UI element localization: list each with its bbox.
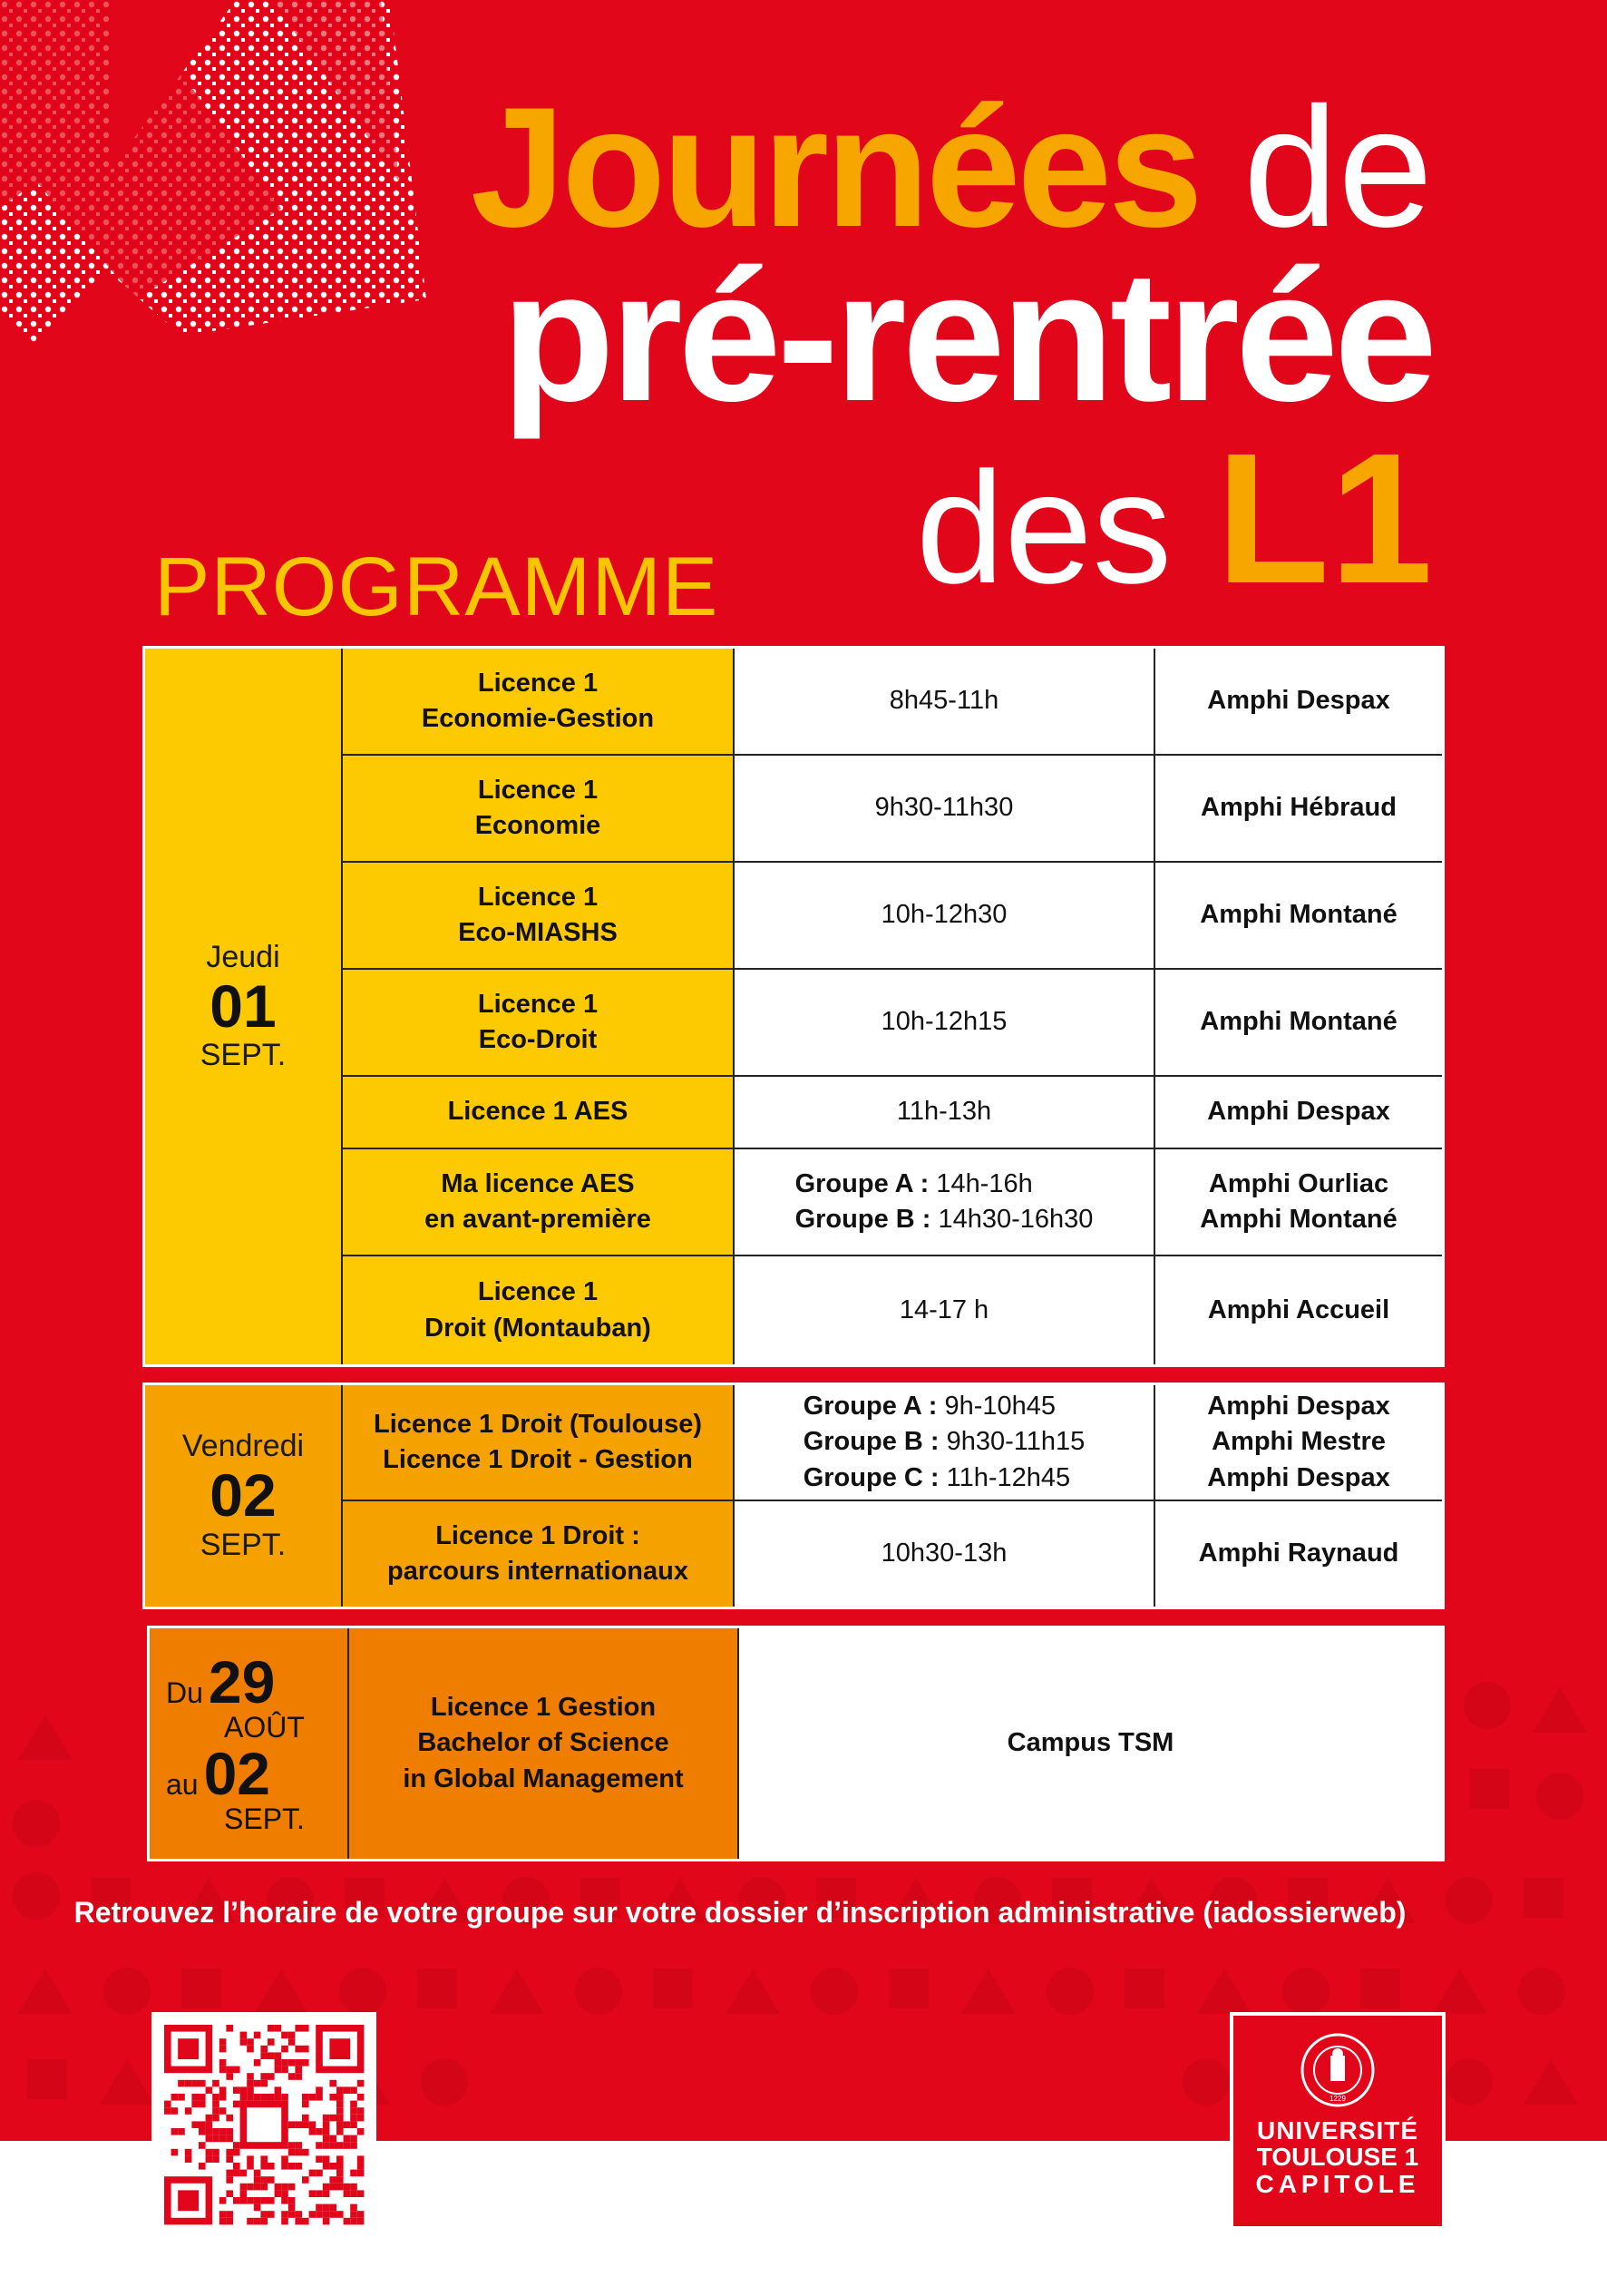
title-word-des: des [915,440,1173,617]
table-row [343,756,1442,863]
place-text: Amphi Despax [1207,686,1390,716]
period-from-number: 29 [208,1647,276,1715]
course-cell [343,1077,735,1148]
table-row [343,1149,1442,1256]
programme-heading: PROGRAMME [154,541,719,633]
course-line: Licence 1 [477,989,599,1019]
table-row [343,1385,1442,1501]
course-line: Licence 1 Droit (Toulouse) [373,1409,702,1439]
course-cell [343,1385,735,1500]
place-text: Amphi Raynaud [1198,1539,1399,1568]
title-word-de: de [1242,72,1433,262]
group-hours: 9h-10h45 [937,1392,1057,1422]
course-line: Bachelor of Science [417,1728,669,1758]
place-cell [1155,1385,1442,1500]
group-hours: 11h-12h45 [939,1462,1071,1492]
university-logo [1230,2012,1446,2230]
course-line: Licence 1 Droit : [435,1520,640,1550]
place-text: Amphi Montané [1200,1007,1398,1037]
period-to-month: SEPT. [224,1803,305,1835]
course-cell [343,649,735,754]
schedule-block-day1 [142,646,1445,1367]
group-time [804,1424,1086,1460]
day1-name: Jeudi [206,939,280,974]
place-cell [1155,1256,1442,1364]
day1-date [145,649,343,1364]
university-name-line2: TOULOUSE 1 [1256,2143,1419,2172]
day1-rows [343,649,1442,1364]
university-name-line1: UNIVERSITÉ [1256,2116,1419,2145]
course-cell [343,1501,735,1607]
course-line: Eco-Droit [478,1025,598,1054]
course-line: in Global Management [403,1764,684,1793]
group-label: Groupe A : [794,1168,930,1198]
qr-code[interactable] [151,2012,376,2237]
group-hours: 14h-16h [929,1168,1033,1198]
period-from-label: Du [166,1676,203,1709]
course-line: Economie-Gestion [421,704,655,733]
time-cell [735,1385,1155,1500]
title-word-l1: L1 [1215,415,1433,622]
table-row [343,1256,1442,1364]
course-line: Licence 1 Droit - Gestion [383,1445,693,1474]
place-cell [1155,1077,1442,1148]
time-cell [735,863,1155,968]
course-line: Licence 1 [477,668,599,698]
day2-date [145,1385,343,1607]
place-text: Amphi Hébraud [1201,793,1397,823]
group-time [795,1167,1033,1202]
group-hours: 14h30-16h30 [930,1205,1094,1234]
footer-note [0,1896,1607,1930]
course-line: parcours internationaux [387,1557,688,1586]
university-name [1255,2117,1419,2197]
place-text: Amphi Despax [1207,1462,1390,1492]
course-cell [343,970,735,1075]
title-line-2: pré-rentrée [501,232,1433,440]
place-text: Amphi Ourliac [1208,1168,1389,1198]
place-cell [1155,756,1442,861]
page-title [470,72,1433,622]
course-line: Ma licence AES [441,1168,635,1198]
group-time [795,1202,1094,1237]
place-cell [1155,1501,1442,1607]
course-cell [343,1149,735,1255]
course-line: Licence 1 Gestion [430,1693,657,1723]
time-cell [735,1501,1155,1607]
group-time [804,1389,1056,1424]
place-cell [1155,1149,1442,1255]
svg-text:1229: 1229 [1329,2095,1346,2103]
period-date [150,1628,349,1859]
day1-number: 01 [209,972,277,1040]
course-line: Licence 1 [477,775,599,805]
place-text: Campus TSM [1007,1728,1174,1758]
decorative-arrow [0,0,453,381]
place-cell [1155,649,1442,754]
day2-name: Vendredi [181,1429,305,1464]
place-text: Amphi Despax [1207,1392,1390,1422]
time-text: 8h45-11h [889,686,999,716]
group-hours: 9h30-11h15 [939,1427,1086,1457]
course-cell [343,1256,735,1364]
period-to-number: 02 [203,1740,271,1807]
time-text: 10h-12h15 [881,1007,1008,1037]
course-line: en avant-première [424,1205,651,1234]
time-text: 11h-13h [896,1097,992,1127]
place-cell [739,1628,1442,1859]
time-text: 10h-12h30 [881,900,1008,930]
group-label: Groupe B : [803,1427,940,1457]
course-line: Economie [474,811,601,840]
course-line: Licence 1 [477,1277,599,1307]
time-cell [735,756,1155,861]
university-name-line3: CAPITOLE [1255,2169,1420,2198]
place-text: Amphi Mestre [1212,1427,1386,1457]
place-text: Amphi Accueil [1207,1295,1390,1324]
course-line: Eco-MIASHS [458,918,618,947]
table-row [343,1501,1442,1607]
group-label: Groupe A : [803,1392,938,1422]
course-line: Licence 1 AES [447,1097,628,1127]
table-row [343,863,1442,970]
period-to-label: au [166,1768,199,1801]
title-word-journees: Journées [470,72,1200,262]
place-cell [1155,863,1442,968]
time-text: 10h30-13h [881,1539,1008,1568]
course-cell [343,863,735,968]
day2-rows [343,1385,1442,1607]
day1-month: SEPT. [200,1038,287,1073]
time-cell [735,1077,1155,1148]
title-line-1 [470,72,1433,262]
time-cell [735,970,1155,1075]
schedule-block-period [147,1626,1445,1861]
period-from-month: AOÛT [224,1710,305,1744]
course-cell [349,1628,739,1859]
table-row [343,1077,1442,1149]
time-cell [735,1256,1155,1364]
course-line: Droit (Montauban) [424,1313,651,1343]
table-row [343,649,1442,756]
course-cell [343,756,735,861]
time-cell [735,1149,1155,1255]
schedule-block-day2 [142,1382,1445,1609]
table-row [343,970,1442,1077]
period-rows [349,1628,1442,1859]
place-text: Amphi Montané [1200,900,1398,930]
table-row [349,1628,1442,1859]
time-cell [735,649,1155,754]
place-text: Amphi Despax [1207,1097,1390,1127]
day2-month: SEPT. [200,1527,287,1562]
group-label: Groupe C : [803,1462,940,1492]
time-text: 9h30-11h30 [874,793,1014,823]
day2-number: 02 [209,1461,277,1529]
course-line: Licence 1 [477,882,599,912]
qr-code-image [151,2012,376,2237]
university-seal-icon [1300,2032,1376,2108]
time-text: 14-17 h [899,1295,989,1324]
place-text: Amphi Montané [1200,1205,1398,1234]
footer-note-text: Retrouvez l’horaire de votre groupe sur votre dossier d’inscription administrative (iadossierweb) [73,1896,1407,1929]
group-time [804,1461,1070,1496]
group-label: Groupe B : [794,1205,931,1234]
place-cell [1155,970,1442,1075]
